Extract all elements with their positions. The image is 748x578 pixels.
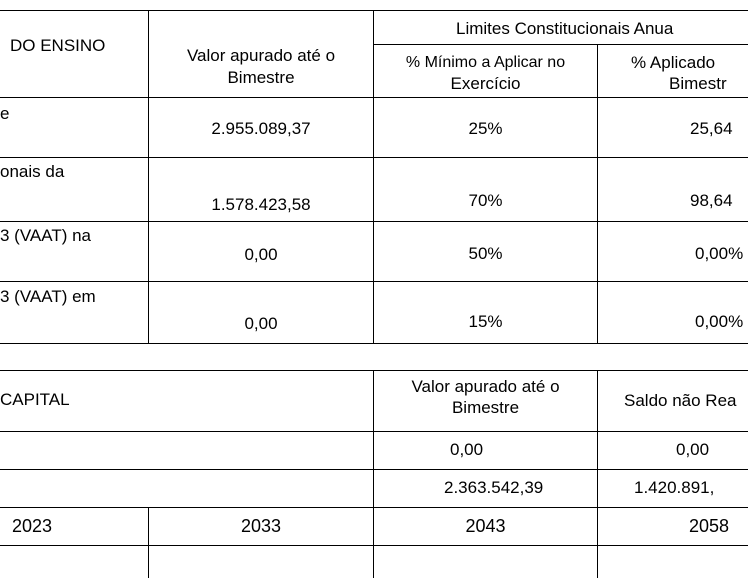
t2-row2-valor: 2.363.542,39: [444, 478, 544, 497]
t2-top-border: [0, 370, 748, 371]
t2-row1-saldo: 0,00: [676, 440, 710, 459]
t1-col-divider-3: [597, 44, 598, 344]
t1-row3-label: 3 (VAAT) na: [0, 226, 92, 245]
t2-col-divider-3: [597, 370, 598, 578]
t2-header-valor-2: Bimestre: [451, 398, 520, 417]
t2-row2-bottom: [0, 507, 748, 508]
t1-row2-valor: 1.578.423,58: [211, 195, 311, 214]
t1-row3-bottom: [0, 281, 748, 282]
t2-header-valor-1: Valor apurado até o: [411, 377, 560, 396]
t1-header-left: DO ENSINO: [10, 36, 106, 55]
t1-row1-label: e: [0, 104, 10, 123]
t1-row1-minimo: 25%: [468, 119, 503, 138]
t1-row2-bottom: [0, 221, 748, 222]
t2-year-2058: 2058: [688, 516, 730, 536]
t1-row4-valor: 0,00: [244, 314, 278, 333]
t2-header-saldo: Saldo não Rea: [624, 391, 737, 410]
t2-row1-valor: 0,00: [450, 440, 484, 459]
t1-row2-aplicado: 98,64: [690, 191, 733, 210]
t1-header-minimo-1: % Mínimo a Aplicar no: [405, 54, 566, 71]
t2-header-bottom: [0, 431, 748, 432]
t2-years-bottom: [0, 545, 748, 546]
t1-header-bottom: [0, 97, 748, 98]
t1-header-minimo-2: Exercício: [450, 74, 521, 93]
t1-row1-bottom: [0, 157, 748, 158]
t1-row4-aplicado: 0,00%: [695, 312, 744, 331]
t1-row2-label: onais da: [0, 162, 65, 181]
t1-header-valor-2: Bimestre: [227, 68, 295, 87]
t2-year-2043: 2043: [465, 516, 506, 536]
t1-row3-valor: 0,00: [244, 245, 278, 264]
t1-row4-label: 3 (VAAT) em: [0, 287, 96, 306]
t1-bottom-border: [0, 343, 748, 344]
t1-row1-aplicado: 25,64: [690, 119, 733, 138]
t1-header-aplicado-2: Bimestr: [669, 74, 727, 93]
t1-row3-minimo: 50%: [468, 244, 503, 263]
t1-row1-valor: 2.955.089,37: [211, 119, 311, 138]
t1-header-limites: Limites Constitucionais Anua: [456, 19, 674, 38]
t1-row4-minimo: 15%: [468, 312, 503, 331]
t2-year-2033: 2033: [240, 516, 282, 536]
t2-header-left: CAPITAL: [0, 390, 70, 409]
t2-row2-saldo: 1.420.891,: [634, 478, 715, 497]
t2-row1-bottom: [0, 469, 748, 470]
t2-year-2023: 2023: [12, 516, 53, 536]
t1-header-valor-1: Valor apurado até o: [186, 46, 336, 65]
t1-header-aplicado-1: % Aplicado: [631, 53, 716, 72]
t1-limites-divider: [373, 44, 748, 45]
t1-top-border: [0, 10, 748, 11]
t1-row3-aplicado: 0,00%: [695, 244, 744, 263]
t1-row2-minimo: 70%: [468, 191, 503, 210]
